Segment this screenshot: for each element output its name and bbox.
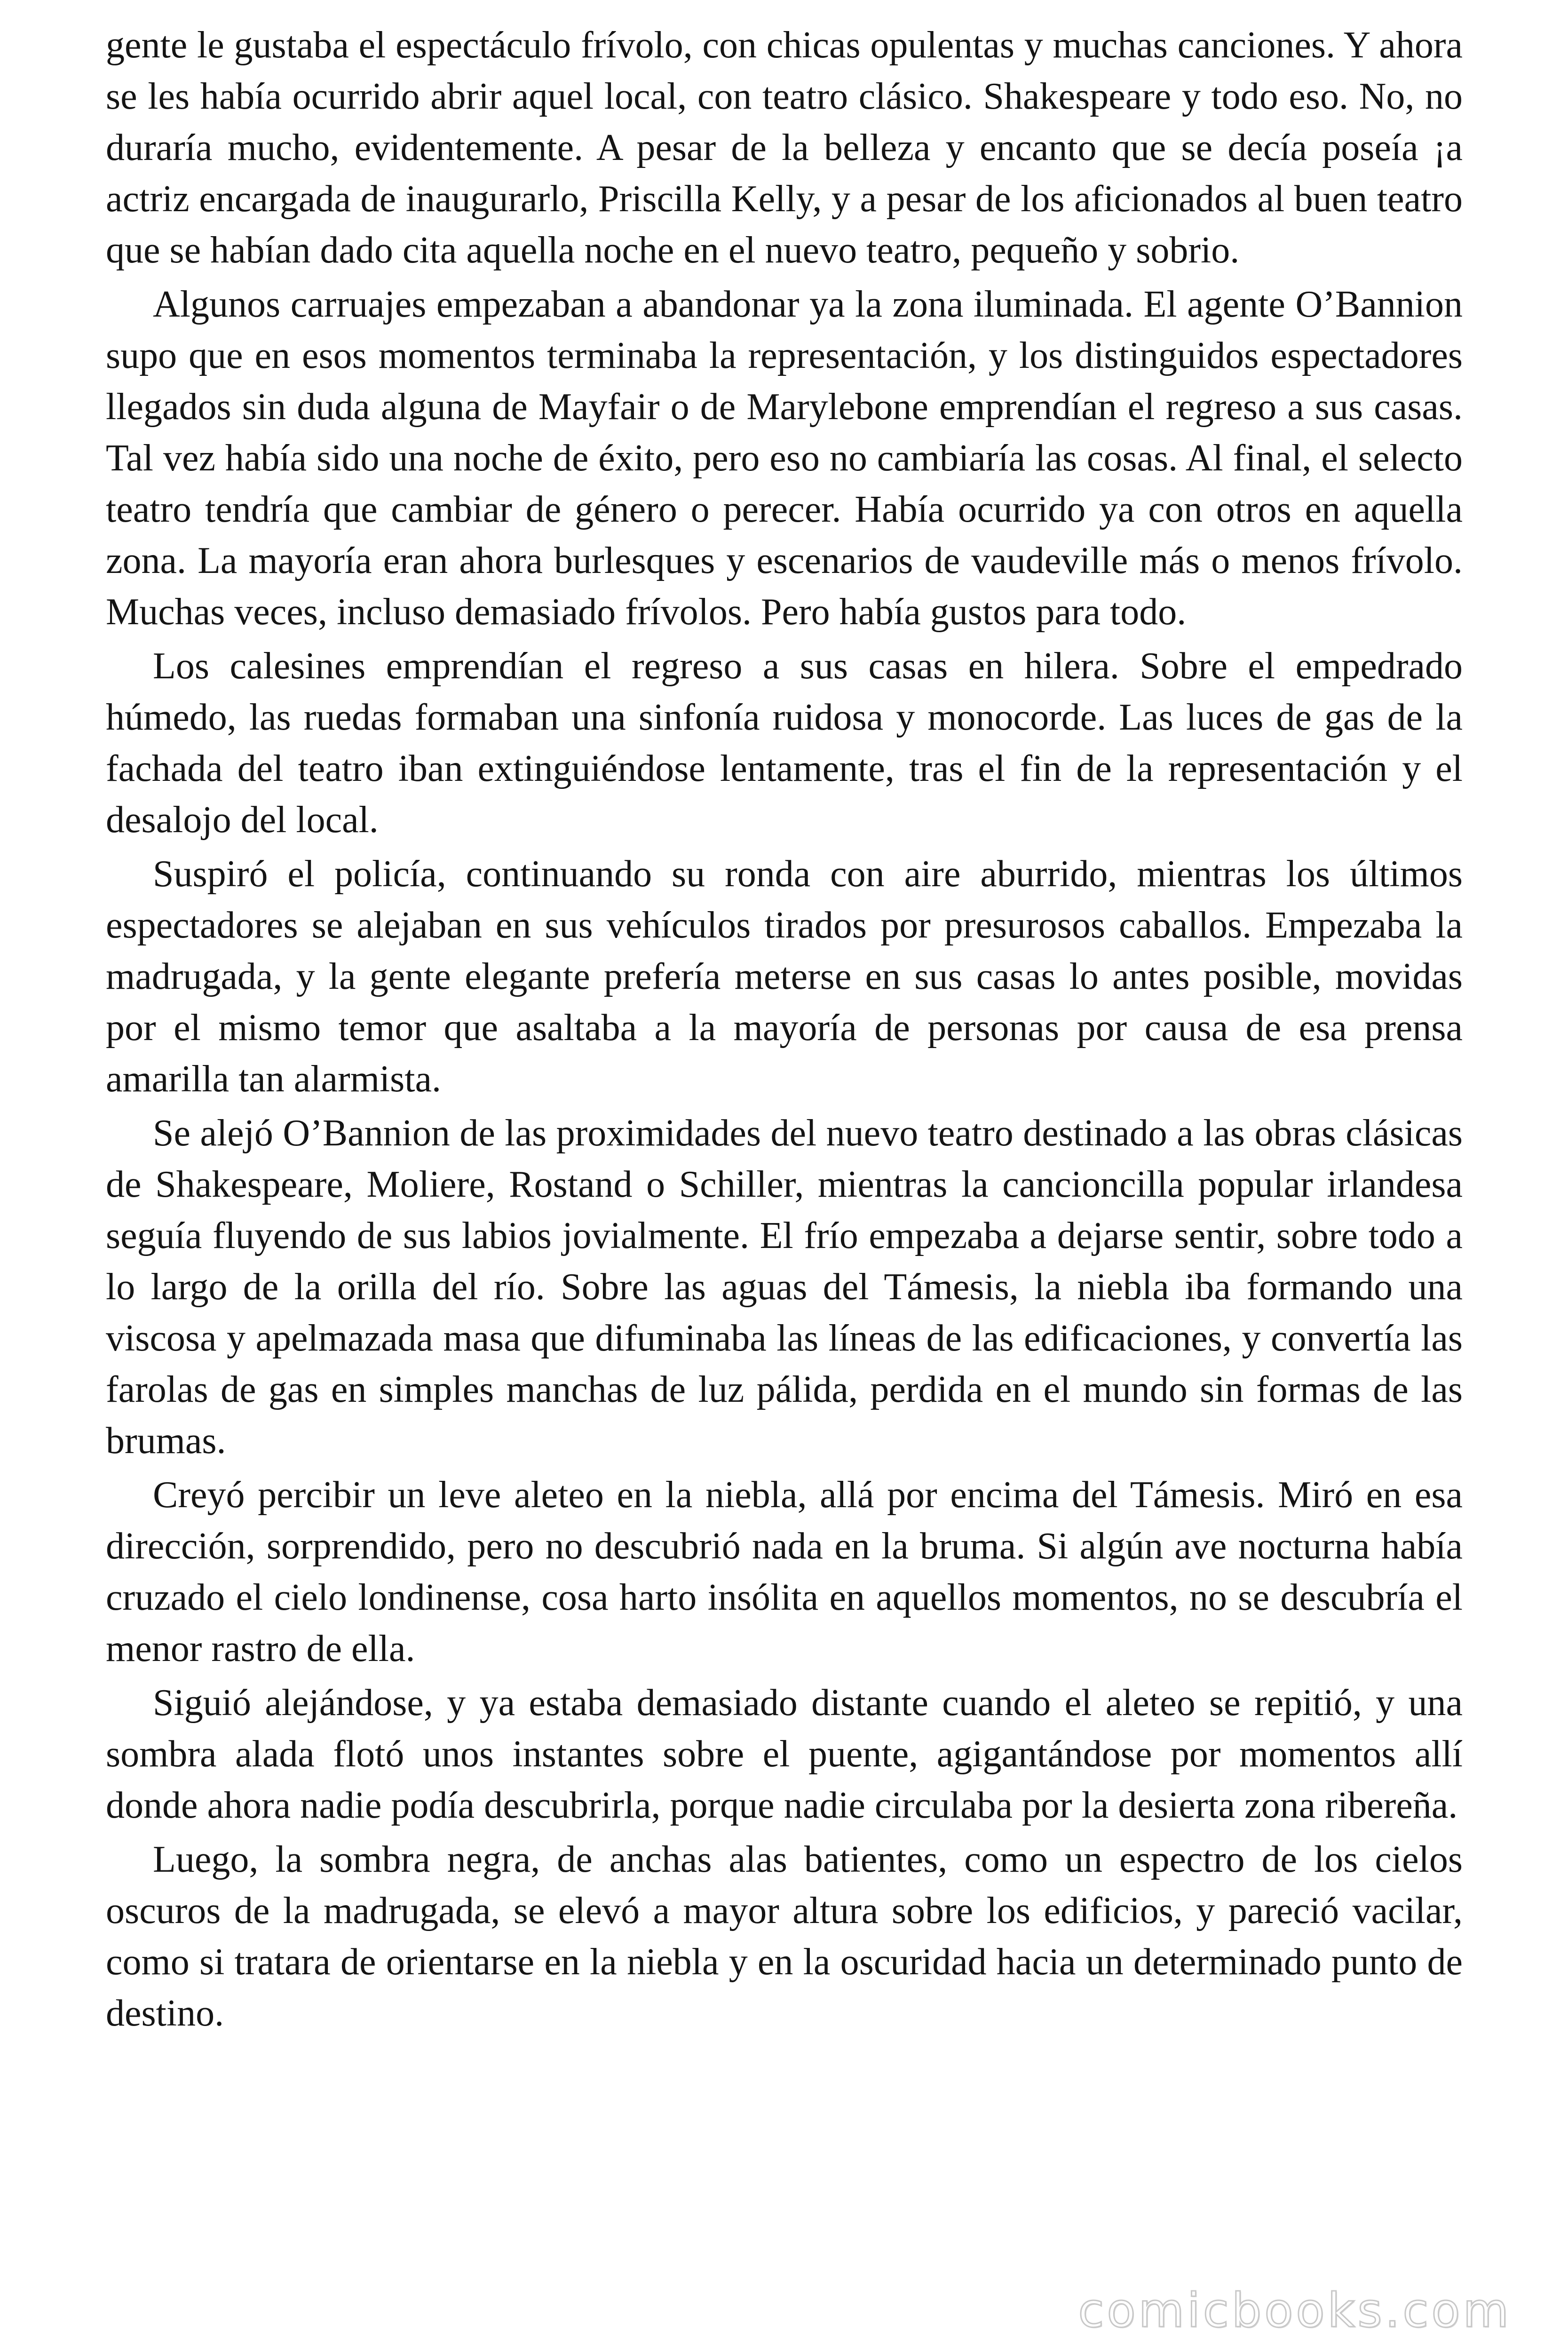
document-page [106, 20, 1463, 2039]
paragraph-1: gente le gustaba el espectáculo frívolo, con chicas opulentas y muchas canciones. Y ahora se les había ocurrido abrir aquel local, con teatro clásico. Shakespeare y todo eso. No, no duraría mucho, evidentemente. A pesar de la belleza y encanto que se decía poseía ¡a actriz encargada de inaugurarlo, Priscilla Kelly, y a pesar de los aficionados al buen teatro que se habían dado cita aquella noche en el nuevo teatro, pequeño y sobrio. [106, 24, 1463, 271]
paragraph-3: Los calesines emprendían el regreso a sus casas en hilera. Sobre el empedrado húmedo, las ruedas formaban una sinfonía ruidosa y monocorde. Las luces de gas de la fachada del teatro iban extinguiéndose lentamente, tras el fin de la representación y el desalojo del local. [106, 645, 1463, 841]
paragraph-5: Se alejó O’Bannion de las proximidades del nuevo teatro destinado a las obras clásicas de Shakespeare, Moliere, Rostand o Schiller, mientras la cancioncilla popular irlandesa seguía fluyendo de sus labios jovialmente. El frío empezaba a dejarse sentir, sobre todo a lo largo de la orilla del río. Sobre las aguas del Támesis, la niebla iba formando una viscosa y apelmazada masa que difuminaba las líneas de las edificaciones, y convertía las farolas de gas en simples manchas de luz pálida, perdida en el mundo sin formas de las brumas. [106, 1112, 1463, 1462]
paragraph-2: Algunos carruajes empezaban a abandonar ya la zona iluminada. El agente O’Bannion supo que en esos momentos terminaba la representación, y los distinguidos espectadores llegados sin duda alguna de Mayfair o de Marylebone emprendían el regreso a sus casas. Tal vez había sido una noche de éxito, pero eso no cambiaría las cosas. Al final, el selecto teatro tendría que cambiar de género o perecer. Había ocurrido ya con otros en aquella zona. La mayoría eran ahora burlesques y escenarios de vaudeville más o menos frívolo. Muchas veces, incluso demasiado frívolos. Pero había gustos para todo. [106, 284, 1463, 633]
watermark: comicbooks.com [1078, 2283, 1512, 2338]
paragraph-7: Siguió alejándose, y ya estaba demasiado distante cuando el aleteo se repitió, y una sombra alada flotó unos instantes sobre el puente, agigantándose por momentos allí donde ahora nadie podía descubrirla, porque nadie circulaba por la desierta zona ribereña. [106, 1682, 1463, 1826]
paragraph-6: Creyó percibir un leve aleteo en la niebla, allá por encima del Támesis. Miró en esa dirección, sorprendido, pero no descubrió nada en la bruma. Si algún ave nocturna había cruzado el cielo londinense, cosa harto insólita en aquellos momentos, no se descubría el menor rastro de ella. [106, 1474, 1463, 1669]
paragraph-4: Suspiró el policía, continuando su ronda con aire aburrido, mientras los últimos espectadores se alejaban en sus vehículos tirados por presurosos caballos. Empezaba la madrugada, y la gente elegante prefería meterse en sus casas lo antes posible, movidas por el mismo temor que asaltaba a la mayoría de personas por causa de esa prensa amarilla tan alarmista. [106, 853, 1463, 1100]
paragraph-8: Luego, la sombra negra, de anchas alas batientes, como un espectro de los cielos oscuros de la madrugada, se elevó a mayor altura sobre los edificios, y pareció vacilar, como si tratara de orientarse en la niebla y en la oscuridad hacia un determinado punto de destino. [106, 1839, 1463, 2034]
